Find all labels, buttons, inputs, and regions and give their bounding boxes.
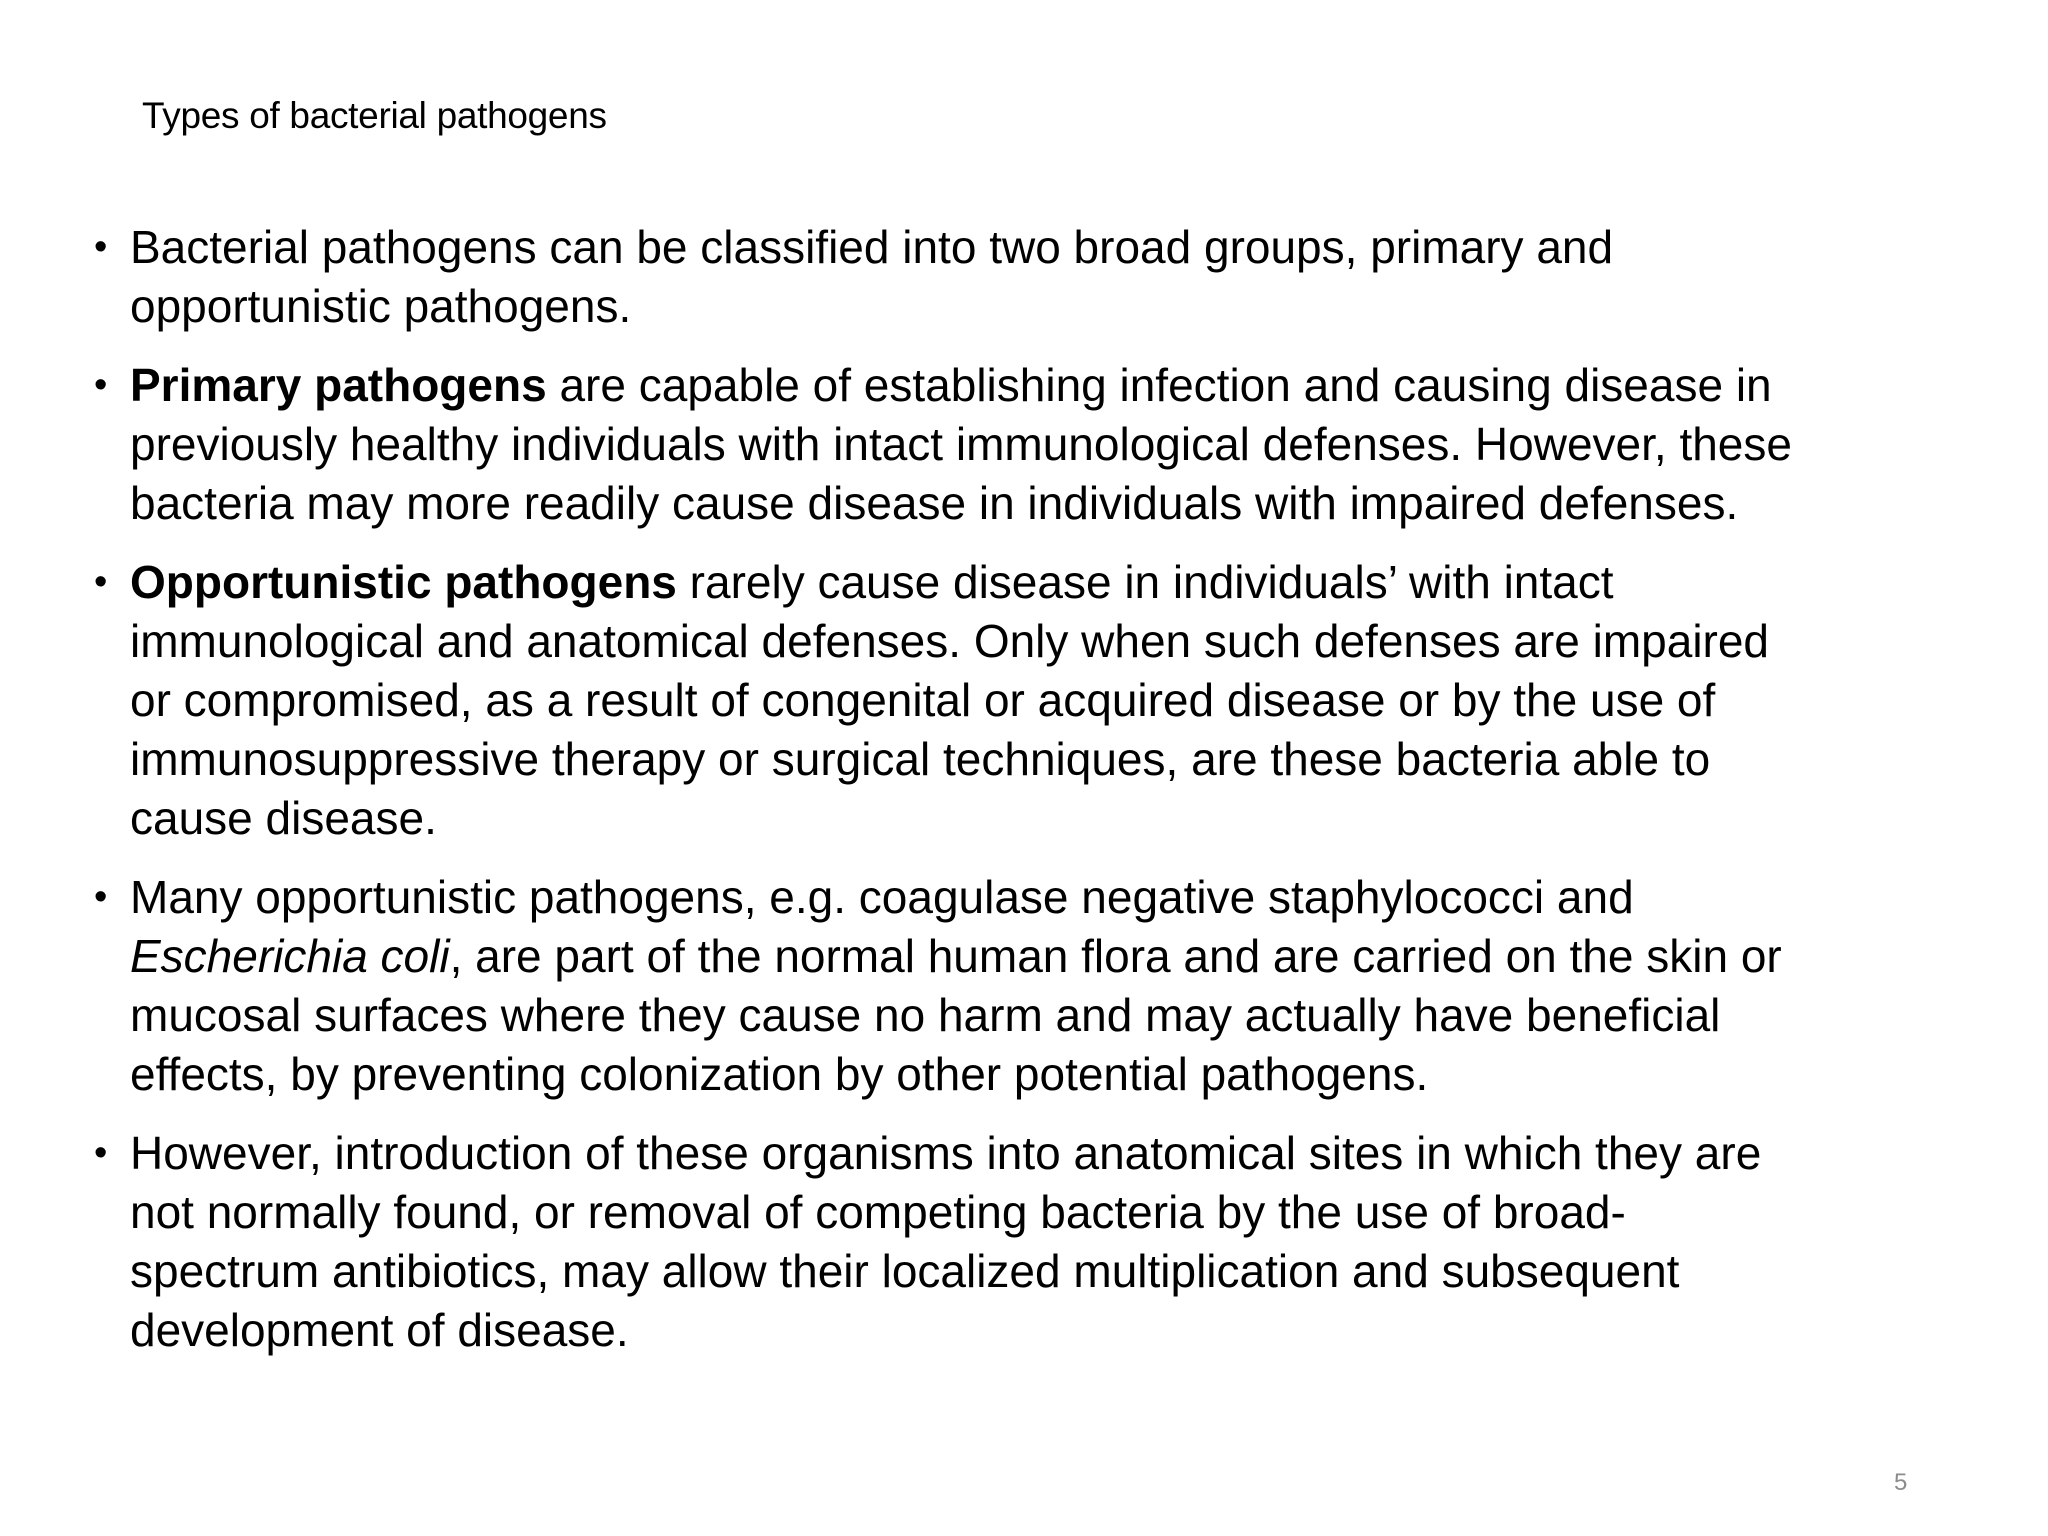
- line-text: immunosuppressive therapy or surgical techniques, are these bacteria able to: [130, 733, 1711, 785]
- bullet-classification: [92, 218, 1992, 336]
- bullet-line: [130, 277, 1992, 336]
- bullet-dot-icon: •: [94, 876, 108, 918]
- bullet-line: [130, 927, 1992, 986]
- line-text: cause disease.: [130, 792, 437, 844]
- line-text: Bacterial pathogens can be classified into two broad groups, primary and: [130, 221, 1614, 273]
- bullet-line: [130, 1183, 1992, 1242]
- bullet-line: [130, 789, 1992, 848]
- bullet-normal-flora: [92, 868, 1992, 1104]
- line-text: However, introduction of these organisms into anatomical sites in which they are: [130, 1127, 1762, 1179]
- bullet-line: [130, 1242, 1992, 1301]
- slide-title: Types of bacterial pathogens: [142, 95, 607, 136]
- bullet-line: [130, 868, 1992, 927]
- bullet-line: [130, 730, 1992, 789]
- line-text: rarely cause disease in individuals’ with intact: [676, 556, 1614, 608]
- bullet-introduction-disease: [92, 1124, 1992, 1360]
- bullet-dot-icon: •: [94, 364, 108, 406]
- bullet-line: [130, 1045, 1992, 1104]
- bullet-line: [130, 986, 1992, 1045]
- bold-term: Opportunistic pathogens: [130, 556, 677, 608]
- bold-term: Primary pathogens: [130, 359, 547, 411]
- bullet-line: [130, 415, 1992, 474]
- line-text: development of disease.: [130, 1304, 629, 1356]
- line-text: previously healthy individuals with intact immunological defenses. However, these: [130, 418, 1792, 470]
- line-text: effects, by preventing colonization by other potential pathogens.: [130, 1048, 1429, 1100]
- bullet-dot-icon: •: [94, 561, 108, 603]
- line-text: are capable of establishing infection and causing disease in: [546, 359, 1772, 411]
- line-text: or compromised, as a result of congenital or acquired disease or by the use of: [130, 674, 1716, 726]
- line-text: , are part of the normal human flora and are carried on the skin or: [449, 930, 1782, 982]
- bullet-opportunistic-pathogens: [92, 553, 1992, 848]
- page-number: 5: [1894, 1469, 1908, 1496]
- bullet-primary-pathogens: [92, 356, 1992, 533]
- bullet-dot-icon: •: [94, 1132, 108, 1174]
- bullet-line: [130, 1124, 1992, 1183]
- bullet-line: [130, 1301, 1992, 1360]
- bullet-line: [130, 612, 1992, 671]
- line-text: spectrum antibiotics, may allow their localized multiplication and subsequent: [130, 1245, 1680, 1297]
- line-text: not normally found, or removal of competing bacteria by the use of broad-: [130, 1186, 1626, 1238]
- line-text: mucosal surfaces where they cause no harm and may actually have beneficial: [130, 989, 1721, 1041]
- bullet-line: [130, 553, 1992, 612]
- bullet-dot-icon: •: [94, 226, 108, 268]
- line-text: bacteria may more readily cause disease in individuals with impaired defenses.: [130, 477, 1739, 529]
- line-text: immunological and anatomical defenses. Only when such defenses are impaired: [130, 615, 1770, 667]
- bullet-line: [130, 356, 1992, 415]
- bullet-line: [130, 218, 1992, 277]
- line-text: Many opportunistic pathogens, e.g. coagulase negative staphylococci and: [130, 871, 1634, 923]
- species-name: Escherichia coli: [130, 930, 450, 982]
- line-text: opportunistic pathogens.: [130, 280, 632, 332]
- bullet-line: [130, 474, 1992, 533]
- bullet-list: [92, 218, 1992, 1380]
- bullet-line: [130, 671, 1992, 730]
